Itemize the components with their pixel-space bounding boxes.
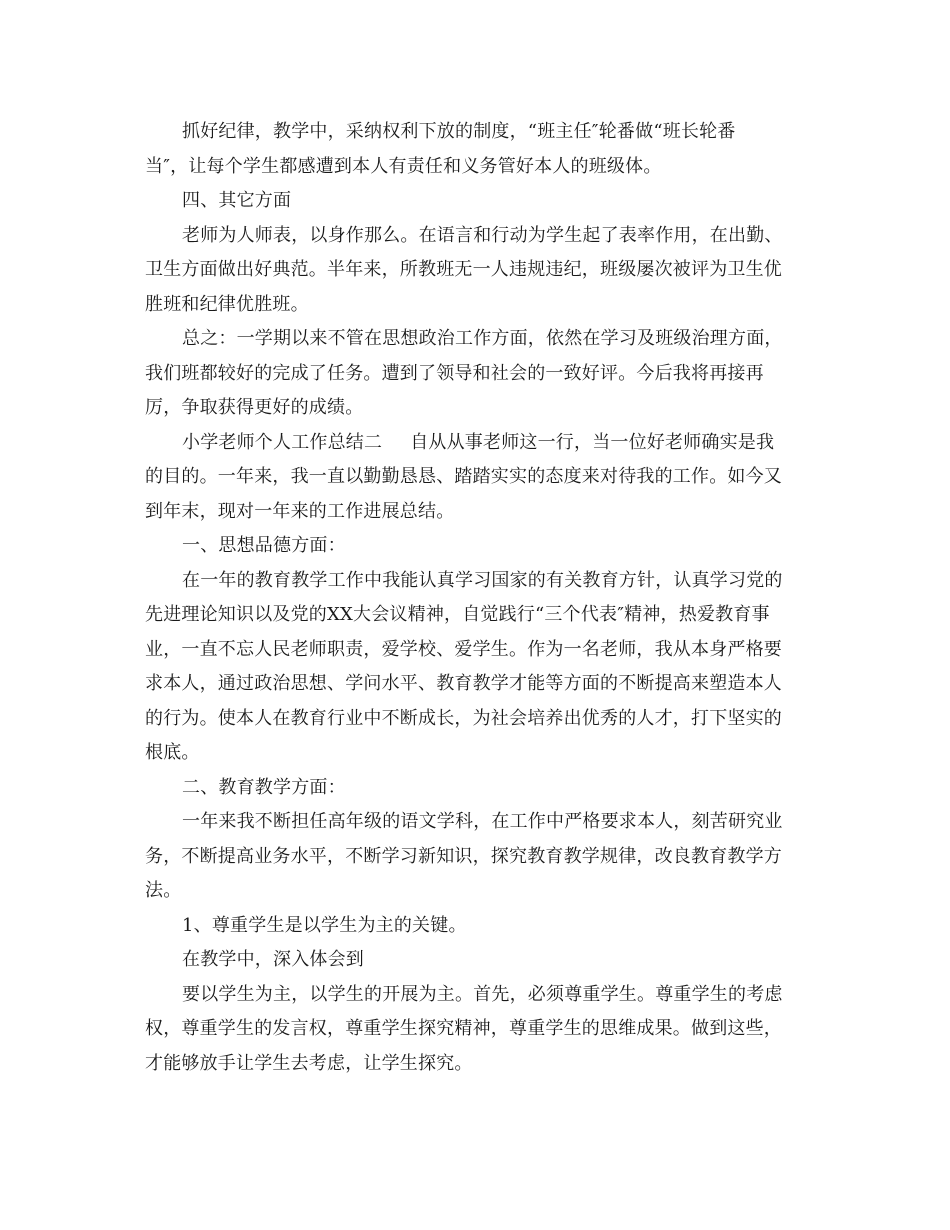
text-line: 在一年的教育教学工作中我能认真学习国家的有关教育方针，认真学习党的	[182, 569, 783, 591]
text-line: 一年来我不断担任高年级的语文学科，在工作中严格要求本人，刻苦研究业	[182, 811, 783, 832]
text-line: 法。	[145, 880, 182, 901]
text-line: 才能够放手让学生去考虑，让学生探究。	[145, 1052, 473, 1074]
document-body-part-1	[145, 115, 805, 426]
text-line: 当″，让每个学生都感遭到本人有责任和义务管好本人的班级体。	[145, 155, 662, 177]
text-line: 抓好纪律，教学中，采纳权利下放的制度，“班主任″轮番做“班长轮番	[182, 121, 736, 142]
text-line: 求本人，通过政治思想、学问水平、教育教学才能等方面的不断提高来塑造本人	[145, 673, 782, 694]
section-heading-other-aspects: 四、其它方面	[182, 190, 292, 211]
text-line: 要以学生为主，以学生的开展为主。首先，必须尊重学生。尊重学生的考虑	[182, 983, 783, 1005]
text-line: 我们班都较好的完成了任务。遭到了领导和社会的一致好评。今后我将再接再	[145, 362, 764, 384]
text-line: 的行为。使本人在教育行业中不断成长，为社会培养出优秀的人才，打下坚实的	[145, 707, 782, 729]
text-line: 厉，争取获得更好的成绩。	[145, 397, 364, 418]
document-page	[145, 115, 805, 1081]
text-line: 老师为人师表，以身作那么。在语言和行动为学生起了表率作用，在出勤、	[182, 224, 783, 246]
section-title-continuation: 自从从事老师这一行，当一位好老师确实是我	[410, 431, 775, 453]
section-title-line	[145, 426, 805, 461]
section-heading-moral: 一、思想品德方面：	[182, 535, 346, 556]
text-line: 在教学中，深入体会到	[182, 949, 364, 970]
text-line: 总之：一学期以来不管在思想政治工作方面，依然在学习及班级治理方面，	[182, 328, 783, 349]
text-line: 权，尊重学生的发言权，尊重学生探究精神，尊重学生的思维成果。做到这些，	[145, 1018, 782, 1039]
text-line: 业，一直不忘人民老师职责，爱学校、爱学生。作为一名老师，我从本身严格要	[145, 638, 782, 660]
text-line: 胜班和纪律优胜班。	[145, 293, 309, 315]
text-line: 务，不断提高业务水平，不断学习新知识，探究教育教学规律，改良教育教学方	[145, 845, 782, 867]
numbered-point-1: 1、尊重学生是以学生为主的关键。	[182, 914, 467, 936]
text-line: 到年末，现对一年来的工作进展总结。	[145, 500, 455, 522]
text-line: 根底。	[145, 742, 200, 763]
document-body-part-2	[145, 426, 805, 1082]
text-line: 先进理论知识以及党的XX大会议精神，自觉践行“三个代表″精神，热爱教育事	[145, 604, 770, 625]
section-heading-teaching: 二、教育教学方面：	[182, 776, 346, 798]
section-title: 小学老师个人工作总结二	[182, 431, 383, 453]
text-line: 的目的。一年来，我一直以勤勤恳恳、踏踏实实的态度来对待我的工作。如今又	[145, 466, 782, 487]
text-line: 卫生方面做出好典范。半年来，所教班无一人违规违纪，班级屡次被评为卫生优	[145, 259, 782, 280]
